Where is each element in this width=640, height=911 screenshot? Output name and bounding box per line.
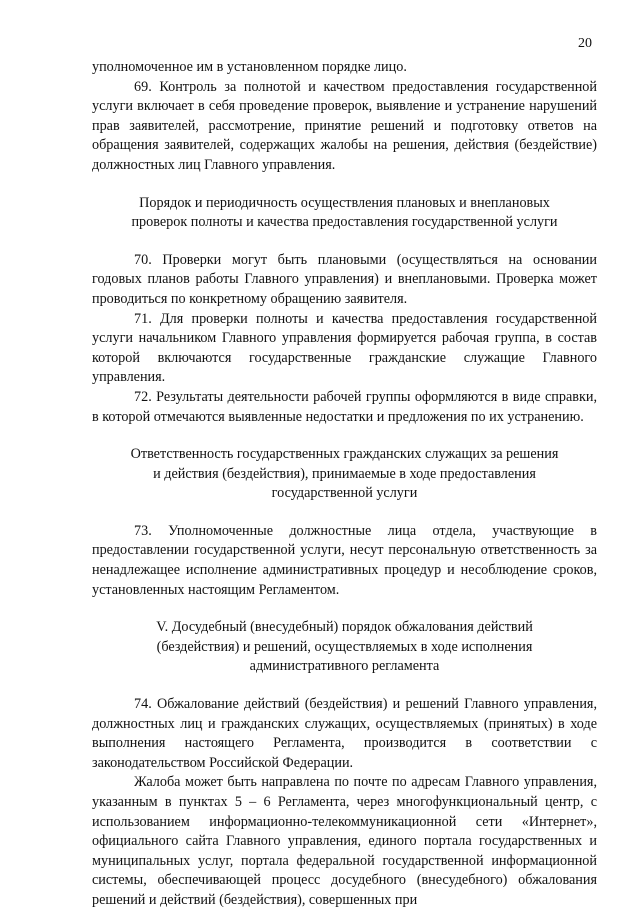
heading-line: Ответственность государственных гражданских служащих за решения [130, 446, 559, 463]
paragraph-73: 73. Уполномоченные должностные лица отдела, участвующие в предоставлении государственной услуги, несут персональную ответственность за ненадлежащее исполнение административных процедур и несоблюдение сроков, установленных настоящим Регламентом. [92, 522, 597, 598]
section-heading-appeal [92, 618, 597, 677]
heading-line: и действия (бездействия), принимаемые в ходе предоставления [153, 465, 536, 482]
heading-line: проверок полноты и качества предоставления государственной услуги [131, 214, 558, 231]
section-heading-responsibility [92, 445, 597, 504]
paragraph-70: 70. Проверки могут быть плановыми (осуществляться на основании годовых планов работы Главного управления) и внеплановыми. Проверка может проводиться по конкретному обращению заявителя. [92, 251, 597, 307]
heading-line: административного регламента [249, 658, 440, 675]
page-number: 20 [578, 36, 592, 51]
heading-line: V. Досудебный (внесудебный) порядок обжалования действий [156, 619, 533, 636]
heading-line: Порядок и периодичность осуществления плановых и внеплановых [139, 194, 550, 211]
document-body [92, 58, 597, 911]
heading-line: (бездействия) и решений, осуществляемых в ходе исполнения [156, 638, 533, 655]
paragraph-71: 71. Для проверки полноты и качества предоставления государственной услуги начальником Главного управления формируется рабочая группа, в состав которой включаются государственные гражданские служащие Главного управления. [92, 310, 597, 386]
section-heading-inspections [92, 194, 597, 233]
heading-line: государственной услуги [271, 485, 418, 502]
paragraph-complaint: Жалоба может быть направлена по почте по адресам Главного управления, указанным в пунктах 5 – 6 Регламента, через многофункциональный центр, с использованием информационно-телекоммуникационной сети «Интернет», официального сайта Главного управления, единого портала государственных и муниципальных услуг, портала федеральной государственной информационной системы, обеспечивающей процесс досудебного (внесудебного) обжалования решений и действий (бездействия), совершенных при [92, 774, 597, 908]
paragraph-69: 69. Контроль за полнотой и качеством предоставления государственной услуги включает в себя проведение проверок, выявление и устранение нарушений прав заявителей, рассмотрение, принятие решений и подготовку ответов на обращения заявителей, содержащих жалобы на решения, действия (бездействие) должностных лиц Главного управления. [92, 78, 597, 173]
paragraph-intro: уполномоченное им в установленном порядке лицо. [92, 59, 407, 75]
paragraph-74: 74. Обжалование действий (бездействия) и решений Главного управления, должностных лиц и гражданских служащих, осуществляемых (принятых) в ходе выполнения настоящего Регламента, производится в соответствии с законодательством Российской Федерации. [92, 696, 597, 771]
paragraph-72: 72. Результаты деятельности рабочей группы оформляются в виде справки, в которой отмечаются выявленные недостатки и предложения по их устранению. [92, 388, 597, 425]
